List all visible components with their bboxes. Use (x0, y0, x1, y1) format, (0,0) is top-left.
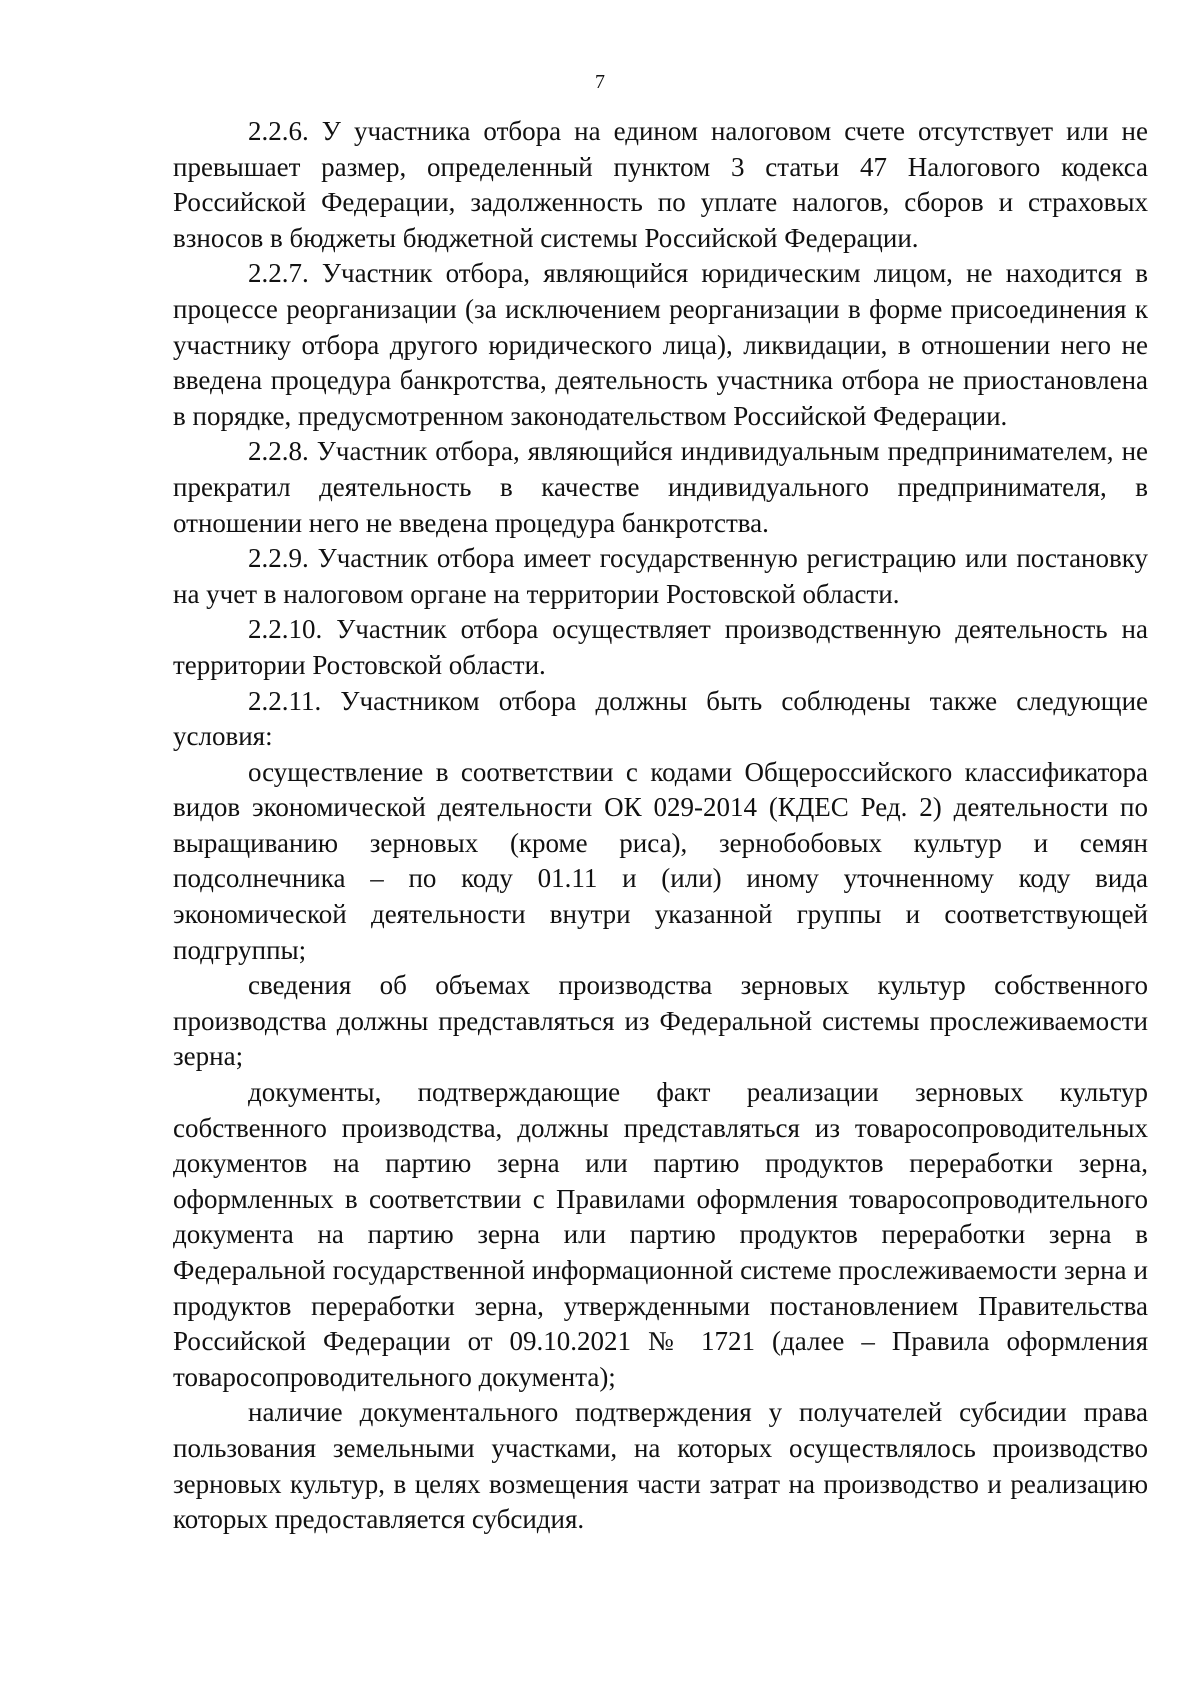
paragraph-2-2-8: 2.2.8. Участник отбора, являющийся индивидуальным предпринимателем, не прекратил деятельность в качестве индивидуального предпринимателя, в отношении него не введена процедура банкротства. (173, 436, 1148, 538)
condition-sales-documents: документы, подтверждающие факт реализации зерновых культур собственного производства, должны представляться из товаросопроводительных документов на партию зерна или партию продуктов переработки зерна, оформленных в соответствии с Правилами оформления товаросопроводительного документа на партию зерна или партию продуктов переработки зерна в Федеральной государственной информационной системе прослеживаемости зерна и продуктов переработки зерна, утвержденными постановлением Правительства Российской Федерации от 09.10.2021 № 1721 (далее – Правила оформления товаросопроводительного документа); (173, 1077, 1148, 1392)
condition-land-rights: наличие документального подтверждения у получателей субсидии права пользования земельными участками, на которых осуществлялось производство зерновых культур, в целях возмещения части затрат на производство и реализацию которых предоставляется субсидия. (173, 1397, 1148, 1535)
paragraph-2-2-9: 2.2.9. Участник отбора имеет государственную регистрацию или постановку на учет в налоговом органе на территории Ростовской области. (173, 543, 1148, 609)
paragraph-2-2-6: 2.2.6. У участника отбора на едином налоговом счете отсутствует или не превышает размер, определенный пунктом 3 статьи 47 Налогового кодекса Российской Федерации, задолженность по уплате налогов, сборов и страховых взносов в бюджеты бюджетной системы Российской Федерации. (173, 116, 1148, 253)
document-body (173, 114, 1148, 1538)
condition-okved-activity: осуществление в соответствии с кодами Общероссийского классификатора видов экономической деятельности ОК 029-2014 (КДЕС Ред. 2) деятельности по выращиванию зерновых (кроме риса), зернобобовых культур и семян подсолнечника – по коду 01.11 и (или) иному уточненному коду вида экономической деятельности внутри указанной группы и соответствующей подгруппы; (173, 756, 1148, 965)
paragraph-2-2-10: 2.2.10. Участник отбора осуществляет производственную деятельность на территории Ростовской области. (173, 614, 1148, 680)
page-number: 7 (595, 71, 605, 93)
paragraph-2-2-7: 2.2.7. Участник отбора, являющийся юридическим лицом, не находится в процессе реорганизации (за исключением реорганизации в форме присоединения к участнику отбора другого юридического лица), ликвидации, в отношении него не введена процедура банкротства, деятельность участника отбора не приостановлена в порядке, предусмотренном законодательством Российской Федерации. (173, 258, 1148, 431)
paragraph-2-2-11: 2.2.11. Участником отбора должны быть соблюдены также следующие условия: (173, 685, 1148, 752)
condition-production-volume: сведения об объемах производства зерновых культур собственного производства должны представляться из Федеральной системы прослеживаемости зерна; (173, 970, 1148, 1072)
